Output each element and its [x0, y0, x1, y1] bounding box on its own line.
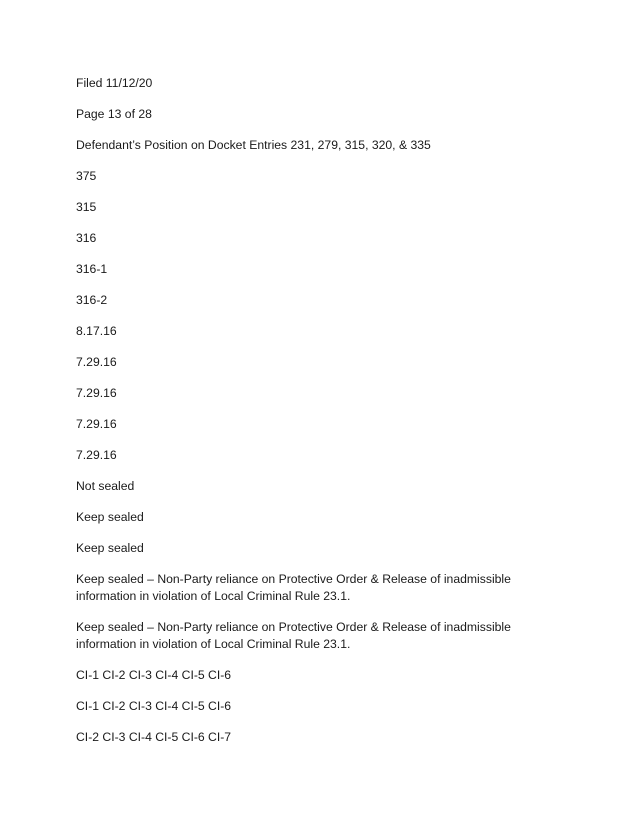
- document-body: [76, 75, 566, 760]
- seal-position: Keep sealed: [76, 541, 144, 555]
- entry-date: 7.29.16: [76, 386, 117, 400]
- ci-list: CI-2 CI-3 CI-4 CI-5 CI-6 CI-7: [76, 730, 232, 744]
- seal-position: Not sealed: [76, 479, 135, 493]
- docket-entry: 316-1: [76, 262, 108, 276]
- docket-entry: 316-2: [76, 293, 108, 307]
- docket-entry: 315: [76, 200, 97, 214]
- docket-entry: 316: [76, 231, 97, 245]
- document-heading: Defendant’s Position on Docket Entries 231, 279, 315, 320, & 335: [76, 138, 431, 152]
- entry-date: 8.17.16: [76, 324, 117, 338]
- docket-entry: 375: [76, 169, 97, 183]
- ci-list: CI-1 CI-2 CI-3 CI-4 CI-5 CI-6: [76, 668, 232, 682]
- entry-date: 7.29.16: [76, 355, 117, 369]
- seal-position-detail: Keep sealed – Non-Party reliance on Protective Order & Release of inadmissible information in violation of Local Criminal Rule 23.1.: [76, 620, 511, 651]
- seal-position-detail: Keep sealed – Non-Party reliance on Protective Order & Release of inadmissible information in violation of Local Criminal Rule 23.1.: [76, 572, 511, 603]
- entry-date: 7.29.16: [76, 448, 117, 462]
- ci-list: CI-1 CI-2 CI-3 CI-4 CI-5 CI-6: [76, 699, 232, 713]
- filed-date: Filed 11/12/20: [76, 76, 153, 90]
- entry-date: 7.29.16: [76, 417, 117, 431]
- seal-position: Keep sealed: [76, 510, 144, 524]
- page-number: Page 13 of 28: [76, 107, 152, 121]
